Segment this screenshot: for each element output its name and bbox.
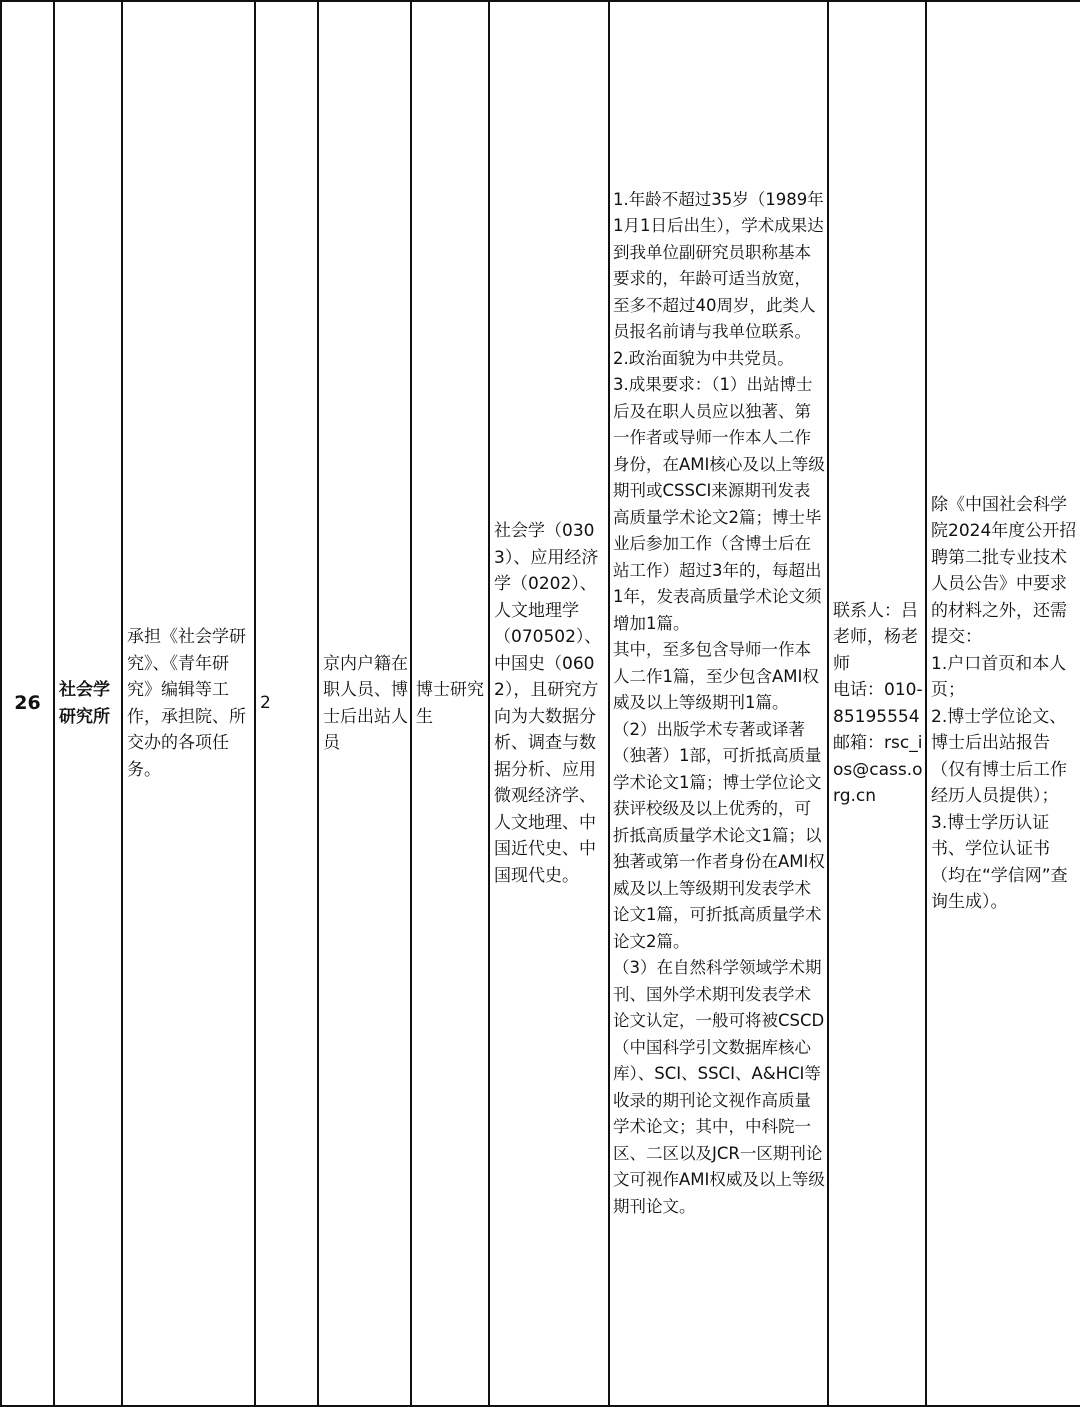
unit-name: 社会学研究所 [54, 1, 122, 1406]
table-row [1, 1, 1080, 1406]
row-number: 26 [1, 1, 54, 1406]
notes: 除《中国社会科学院2024年度公开招聘第二批专业技术人员公告》中要求的材料之外，还需提交： 1.户口首页和本人页； 2.博士学位论文、博士后出站报告（仅有博士后工作经历人员提供）； 3.博士学历认证书、学位认证书（均在“学信网”查询生成）。 [926, 1, 1080, 1406]
other-requirements: 1.年龄不超过35岁（1989年1月1日后出生），学术成果达到我单位副研究员职称基本要求的，年龄可适当放宽，至多不超过40周岁，此类人员报名前请与我单位联系。 2.政治面貌为中共党员。 3.成果要求：（1）出站博士后及在职人员应以独著、第一作者或导师一作本人二作身份，在AMI核心及以上等级期刊或CSSCI来源期刊发表高质量学术论文2篇；博士毕业后参加工作（含博士后在站工作）超过3年的，每超出1年，发表高质量学术论文须增加1篇。 其中，至多包含导师一作本人二作1篇，至少包含AMI权威及以上等级期刊1篇。 （2）出版学术专著或译著（独著）1部，可折抵高质量学术论文1篇；博士学位论文获评校级及以上优秀的，可折抵高质量学术论文1篇；以独著或第一作者身份在AMI权威及以上等级期刊发表学术论文1篇，可折抵高质量学术论文2篇。 （3）在自然科学领域学术期刊、国外学术期刊发表学术论文认定，一般可将被CSCD（中国科学引文数据库核心库）、SCI、SSCI、A&HCI等收录的期刊论文视作高质量学术论文；其中，中科院一区、二区以及JCR一区期刊论文可视作AMI权威及以上等级期刊论文。 [609, 1, 828, 1406]
major-requirement: 社会学（0303）、应用经济学（0202）、人文地理学（070502）、中国史（0602），且研究方向为大数据分析、调查与数据分析、应用微观经济学、人文地理、中国近代史、中国现代史。 [489, 1, 609, 1406]
education-requirement: 博士研究生 [411, 1, 489, 1406]
candidate-source: 京内户籍在职人员、博士后出站人员 [318, 1, 411, 1406]
contact-info: 联系人：吕老师，杨老师 电话：010-85195554 邮箱：rsc_ios@cass.org.cn [828, 1, 926, 1406]
hiring-count: 2 [255, 1, 318, 1406]
job-duties: 承担《社会学研究》、《青年研究》编辑等工作，承担院、所交办的各项任务。 [122, 1, 255, 1406]
